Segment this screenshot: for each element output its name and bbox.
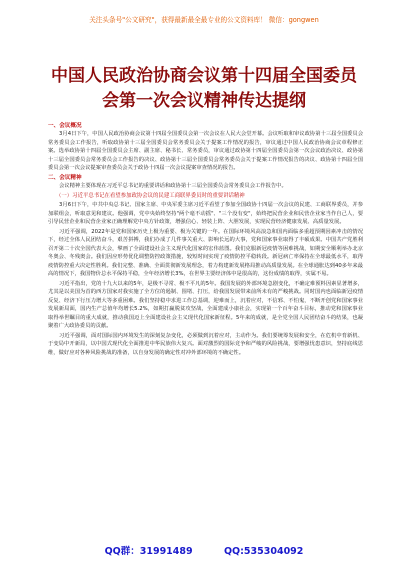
top-banner: 关注头条号"公文研究"，获得最新最全最专业的公文资料库！ 微信：gongwen [89,16,319,24]
qq-group-text: QQ群：31991489 [104,546,193,557]
overview-paragraph: 3月4日下午，中国人民政治协商会议第十四届全国委员会第一次会议在人民大会堂开幕。会议听取和审议政协第十三届全国委员会常务委员会工作报告，听取政协第十三届全国委员会常务委员会关于提案工作情况的报告，审议通过中国人民政治协商会议章程修正案。选举政协第十四届全国委员会主席、副主席、秘书长、常务委员，审议通过政协第十四届全国委员会第一次会议政治决议、政协第十三届全国委员会常务委员会工作报告的决议、政协第十三届全国委员会常务委员会关于提案工作情况报告的决议、政协第十四届全国委员会第一次会议提案审查委员会关于政协十四届一次会议提案审查情况的报告。 [48,131,363,171]
body-paragraph: 习近平强调，2022年是党和国家历史上极为重要、极为关键的一年。在国际环境风高浪急和国内面临多重超预期因素冲击的情况下，经过全体人民团结奋斗，艰苦拼搏，我们办成了几件事关重大、影响长远的大事，党和国家事业取得了丰硕成果。中国共产党胜利召开第二十次全国代表大会，擘画了全面建设社会主义现代化国家的宏伟蓝图。我们克服新冠疫情等困难挑战，如期安全顺利举办北京冬奥会、冬残奥会。我们因应形势优化调整防控政策措施，较短时间实现了疫情防控平稳转段。新冠病亡率保持在全球最低水平，取得疫情防控重大决定性胜利。我们完整、准确、全面贯彻新发展理念，着力构建新发展格局推动高质量发展。在全球通胀达到40多年来最高的情况下，我国物价总水平保持平稳，全年经济增长3%，在世界主要经济体中是很高的，这份成绩的取得，实属不易。 [48,228,363,277]
subsection-heading: （一）习近平总书记在看望参加政协会议的民建工商联界委员时的重要讲话精神 [56,193,245,199]
body-paragraph: 习近平强调，面对国际国内环境发生的深刻复杂变化，必须做到沉着应对，主动作为。我们要统筹发展和安全，在危机中育新机、于变局中开新局，以中国式现代化全面推进中华民族伟大复兴。面对激烈的国际竞争和严峻的风险挑战，要增强忧患意识，坚持底线思维，做好应对各种风险挑战的准备，以自身发展的确定性对冲外部环境的不确定性。 [48,332,363,356]
body-paragraph: 习近平指出，党的十九大以来的5年，是极不寻常、极不平凡的5年。我国发展的外部环境急剧变化，不确定难预料因素显著增多，尤其是以美国为首的西方国家对我实施了全方位的遏制、围堵、打压，给我国发展带来前所未有的严峻挑战。同时国内也面临新冠疫情反复、经济下行压力增大等多重困难。我们坚持稳中求进工作总基调，迎难而上，沉着应对，不信邪、不怕鬼，不断开创党和国家事业发展新局面，国内生产总值年均增长5.2%，如期打赢脱贫攻坚战，全面建成小康社会，实现第一个百年奋斗目标，推动党和国家事业取得举世瞩目的重大成就，推动我国迈上全面建设社会主义现代化国家新征程。5年来的成就，是全党全国人民团结奋斗的结果，也凝聚着广大政协委员的贡献。 [48,280,363,329]
title-line-1: 中国人民政治协商会议第十四届全国委员 [51,66,357,86]
title-line-2: 会第一次会议精神传达提纲 [102,91,306,111]
section-heading-spirit: 二、会议精神 [48,174,82,181]
contact-footer [0,546,408,558]
qq-number-text: QQ:535304092 [223,546,304,557]
spirit-intro-paragraph: 会议精神主要体现在习近平总书记的重要讲话和政协第十三届全国委员会常务委员会工作报告中。 [59,182,287,189]
document-body [48,122,363,358]
body-paragraph: 3月6日下午，中共中央总书记、国家主席、中央军委主席习近平看望了参加全国政协十四届一次会议的民建、工商联界委员，并参加联组会，听取意见和建议。他强调，党中央始终坚持"两个毫不动摇"、"三个没有变"，始终把民营企业和民营企业家当作自己人，要引导民营企业和民营企业家正确理解党中央方针政策，增强信心、轻装上阵、大胆发展，实现民营经济健康发展、高质量发展。 [48,202,363,225]
document-title [0,64,408,114]
section-heading-overview: 一、会议概况 [48,123,82,129]
